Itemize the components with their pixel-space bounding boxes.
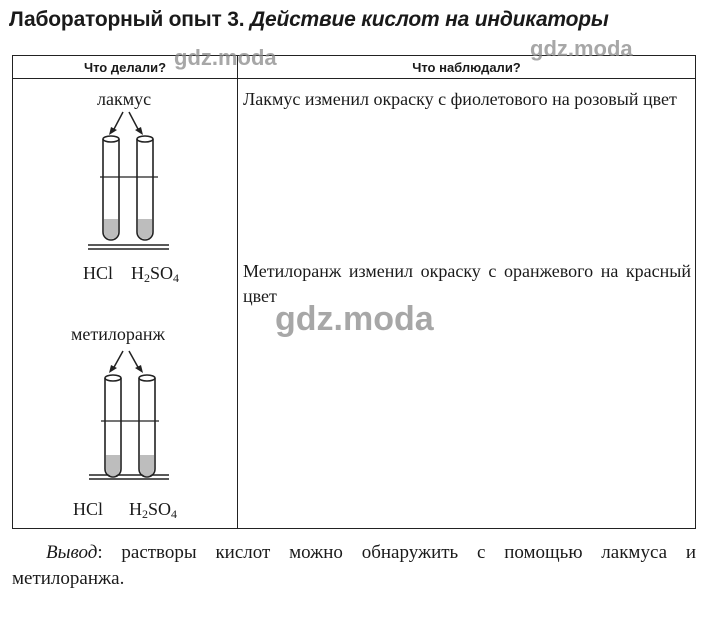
cell-what-done xyxy=(13,79,238,529)
header-what-observed: Что наблюдали? xyxy=(238,56,696,79)
acid-label-hcl-2: HCl xyxy=(73,499,104,519)
watermark: gdz.moda xyxy=(275,300,434,338)
lab-table xyxy=(12,55,696,529)
page-title xyxy=(9,8,699,32)
title-bold: Лабораторный опыт 3. xyxy=(9,8,245,31)
observation-methylorange: Метилоранж изменил окраску с оранжевого на красный цвет xyxy=(243,261,691,306)
observation-litmus: Лакмус изменил окраску с фиолетового на розовый цвет xyxy=(243,89,677,109)
acid-label-h2so4-1: $H_2SO_4$ xyxy=(131,263,180,285)
watermark: gdz.moda xyxy=(530,36,633,61)
conclusion-text: : растворы кислот можно обнаружить с помощью лакмуса и метилоранжа. xyxy=(12,542,696,589)
acid-label-h2so4-2: $H_2SO_4$ xyxy=(129,499,178,521)
indicator-label-litmus: лакмус xyxy=(97,89,152,109)
test-tubes-litmus-diagram xyxy=(73,107,193,257)
indicator-label-methylorange: метилоранж xyxy=(71,324,165,344)
acid-label-hcl-1: HCl xyxy=(83,263,114,283)
title-italic: Действие кислот на индикаторы xyxy=(250,8,609,31)
conclusion-label: Вывод xyxy=(46,542,98,563)
header-what-done: Что делали? xyxy=(13,56,238,79)
watermark: gdz.moda xyxy=(174,45,277,70)
conclusion xyxy=(12,540,696,592)
test-tubes-methylorange-diagram xyxy=(71,347,191,497)
